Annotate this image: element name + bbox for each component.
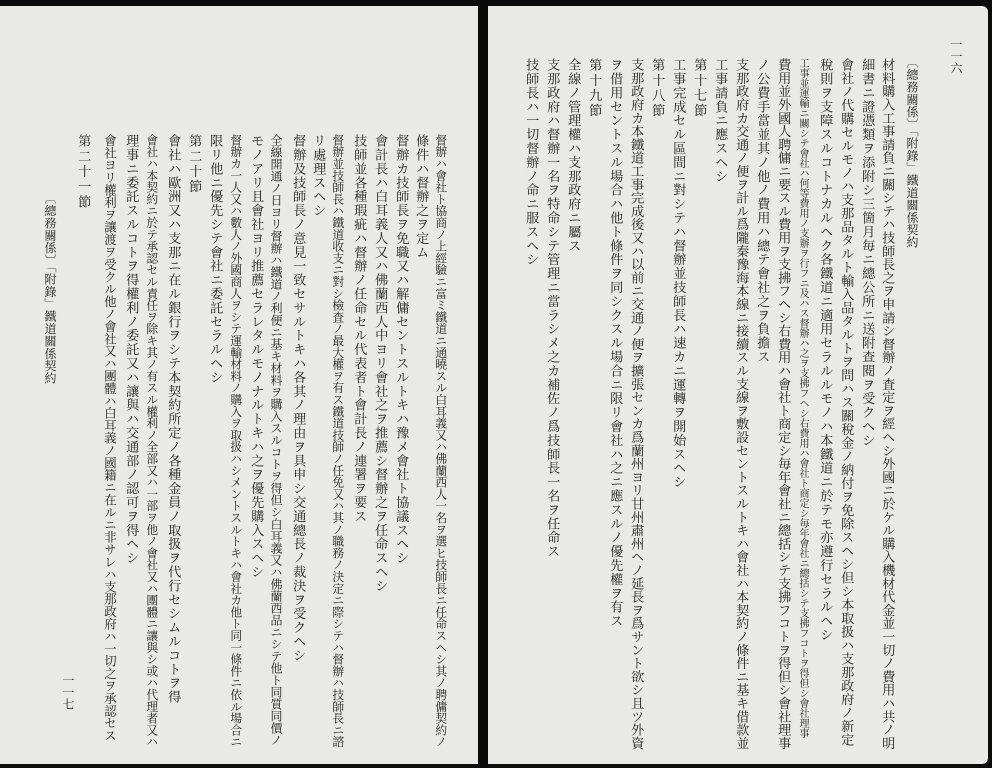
left-col-17: 會社ヨリ權利ヲ讓渡ヲ受クル他ノ會社又ハ團體ハ白耳義ノ國籍ニ在ルニ非サレハ支那政府ハ一切之ヲ承認セス bbox=[102, 134, 118, 742]
right-col-7: ノ公費手當並其ノ他ノ費用ハ總テ會社之ヲ負擔ス bbox=[754, 58, 770, 364]
left-section-heading-20: 第二十節 bbox=[186, 134, 202, 195]
left-col-3: 督辦カ技師長ヲ免職又ハ解傭セントスルトキハ豫メ會社ト協議スヘシ bbox=[393, 134, 409, 565]
right-col-11: 工事完成セル區間ニ對シテハ督辦並技師長ハ速カニ運轉ヲ開始スヘシ bbox=[670, 58, 686, 489]
right-col-4: 稅則ヲ支障スルコトナカルヘク各鐵道ニ適用セラルルモノハ本鐵道ニ於テモ亦遵行セラルヘシ bbox=[817, 58, 833, 642]
left-col-10: モノアリ且會社ヨリ推薦セラレタルモノナルトキハ之ヲ優先購入スヘシ bbox=[248, 134, 264, 579]
right-col-13: 支那政府カ本鐵道工事完成後又ハ以前ニ交通ノ便ヲ擴張センカ爲蘭州ヨリ甘州肅州ヘノ延長ヲ爲サント欲シ且ツ外資 bbox=[628, 58, 644, 750]
left-col-2: 條件ハ督辦之ヲ定ム bbox=[413, 134, 429, 260]
left-section-heading-21: 第二十一節 bbox=[75, 134, 91, 210]
left-col-5: 技師並各種瑕疵ハ督辦ノ任命セル代表者ト會計長ノ連署ヲ要ス bbox=[351, 134, 367, 524]
right-col-6: 費用並外國人聘傭ニ要スル費用ヲ支拂フヘシ右費用ハ會社ト商定シ毎年會社ニ總括シテ支拂フコトヲ得但シ會社理事 bbox=[775, 58, 791, 750]
book-gutter bbox=[478, 0, 488, 768]
left-page bbox=[0, 6, 478, 764]
right-col-17: 支那政府ハ督辦一名ヲ特命シテ管理ニ當ラシメ之カ補佐ノ爲技師長一名ヲ任命ス bbox=[544, 58, 560, 559]
left-col-8: 督辦及技師長ノ意見一致セサルトキハ各其ノ理由ヲ具申シ交通總長ノ裁決ヲ受クヘシ bbox=[290, 134, 306, 663]
left-col-14: 會社ハ歐洲又ハ支那ニ在ル銀行ヲシテ本契約所定ノ各種金員ノ取扱ヲ代行セシムルコトヲ得 bbox=[165, 134, 181, 704]
left-page-number: 一一七 bbox=[61, 674, 75, 710]
right-section-heading-18: 第十八節 bbox=[649, 58, 665, 119]
left-running-header: 〔總務關係〕「附錄」鐵道關係契約 bbox=[43, 192, 57, 385]
left-col-11: 督辦カ一人又ハ數人ノ外國商人ヲシテ運輸材料ノ購入ヲ取扱ハシメントスルトキハ會社カ他ト同一條件ニ依ル場合ニ bbox=[228, 134, 243, 748]
right-section-heading-17: 第十七節 bbox=[691, 58, 707, 119]
right-page bbox=[488, 6, 988, 764]
right-col-18: 技師長ハ一切督辦ノ命ニ服スヘシ bbox=[523, 58, 539, 267]
left-col-6: 督辦並技師長ハ鐵道收支ニ對シ檢査ノ最大權ヲ有ス鐵道技師ノ任免又ハ其ノ職務ノ決定ニ際シテハ督辦ハ技師長ニ諮 bbox=[330, 134, 345, 748]
left-col-16: 理事ニ委託スルコトヲ得權利ノ委託又ハ讓與ハ交通部ノ認可ヲ得ヘシ bbox=[123, 134, 139, 565]
left-col-1: 督辦ハ會社ト協商ノ上經驗ニ富ミ鐵道ニ通曉スル白耳義又ハ佛蘭西人一名ヲ選ヒ技師長ニ任命スヘシ其ノ聘傭契約ノ bbox=[433, 134, 448, 748]
left-col-9: 全線開通ノ日ヨリ督辦ハ鐵道ノ利便ニ基キ材料ヲ購入スルコトヲ得但シ白耳義又ハ佛蘭西品ニシテ他ト同質同價ノ bbox=[269, 134, 283, 746]
left-col-4: 會計長ハ白耳義人又ハ佛蘭西人中ヨリ會社之ヲ推薦シ督辦之ヲ任命スヘシ bbox=[372, 134, 388, 593]
left-col-7: リ處理スヘシ bbox=[310, 134, 326, 218]
right-page-number: 一一六 bbox=[949, 38, 963, 74]
left-col-12: 限リ他ニ優先シテ會社ニ委託セラルヘシ bbox=[207, 134, 223, 385]
right-col-5: 工事並運輸ニ關シテ會社ハ何等費用ノ支辦ヲ行フニ及ハス督辦ハ之ヲ支拂フヘシ右費用ハ會社ト商定シ毎年會社ニ總括シテ支拂フコトヲ得但シ會社理事 bbox=[797, 58, 808, 738]
right-col-16: 全線ノ管理權ハ支那政府ニ屬ス bbox=[565, 58, 581, 253]
right-col-1: 材料購入工事請負ニ關シテハ技師長之ヲ申請シ督辦ノ査定ヲ經ヘシ外國ニ於ケル購入機材代金並一切ノ費用ハ共ノ明 bbox=[879, 58, 895, 750]
right-section-heading-19: 第十九節 bbox=[586, 58, 602, 119]
right-col-14: ヲ借用セントスル場合ハ他ト條件ヲ同シクスル場合ニ限リ會社ハ之ニ應スルノ優先權ヲ有ス bbox=[607, 58, 623, 628]
right-col-8: 支那政府カ交通ノ便ヲ計ル爲隴秦豫海本線ニ接續スル支線ヲ敷設セントスルトキハ會社ハ本契約ノ條件ニ基キ借款並 bbox=[733, 58, 749, 750]
right-col-2: 細書ニ證憑類ヲ添附シ三箇月毎ニ總公所ニ送附查閱ヲ受クヘシ bbox=[859, 58, 875, 448]
left-col-15: 會社ハ本契約ニ於テ承認セル責任ヲ除キ其ノ有スル權利ノ全部又ハ一部ヲ他ノ會社又ハ團體ニ讓與シ或ハ代理者又ハ bbox=[144, 134, 159, 748]
right-col-9: 工事請負ニ應スヘシ bbox=[712, 58, 728, 184]
right-running-header: 〔總務關係〕「附錄」鐵道關係契約 bbox=[905, 56, 919, 249]
right-col-3: 會社ノ代購セルモノハ支那品タルト輸入品タルトヲ問ハス關稅金ノ納付ヲ免除スヘシ但シ本取扱ハ支那政府ノ新定 bbox=[838, 58, 854, 747]
